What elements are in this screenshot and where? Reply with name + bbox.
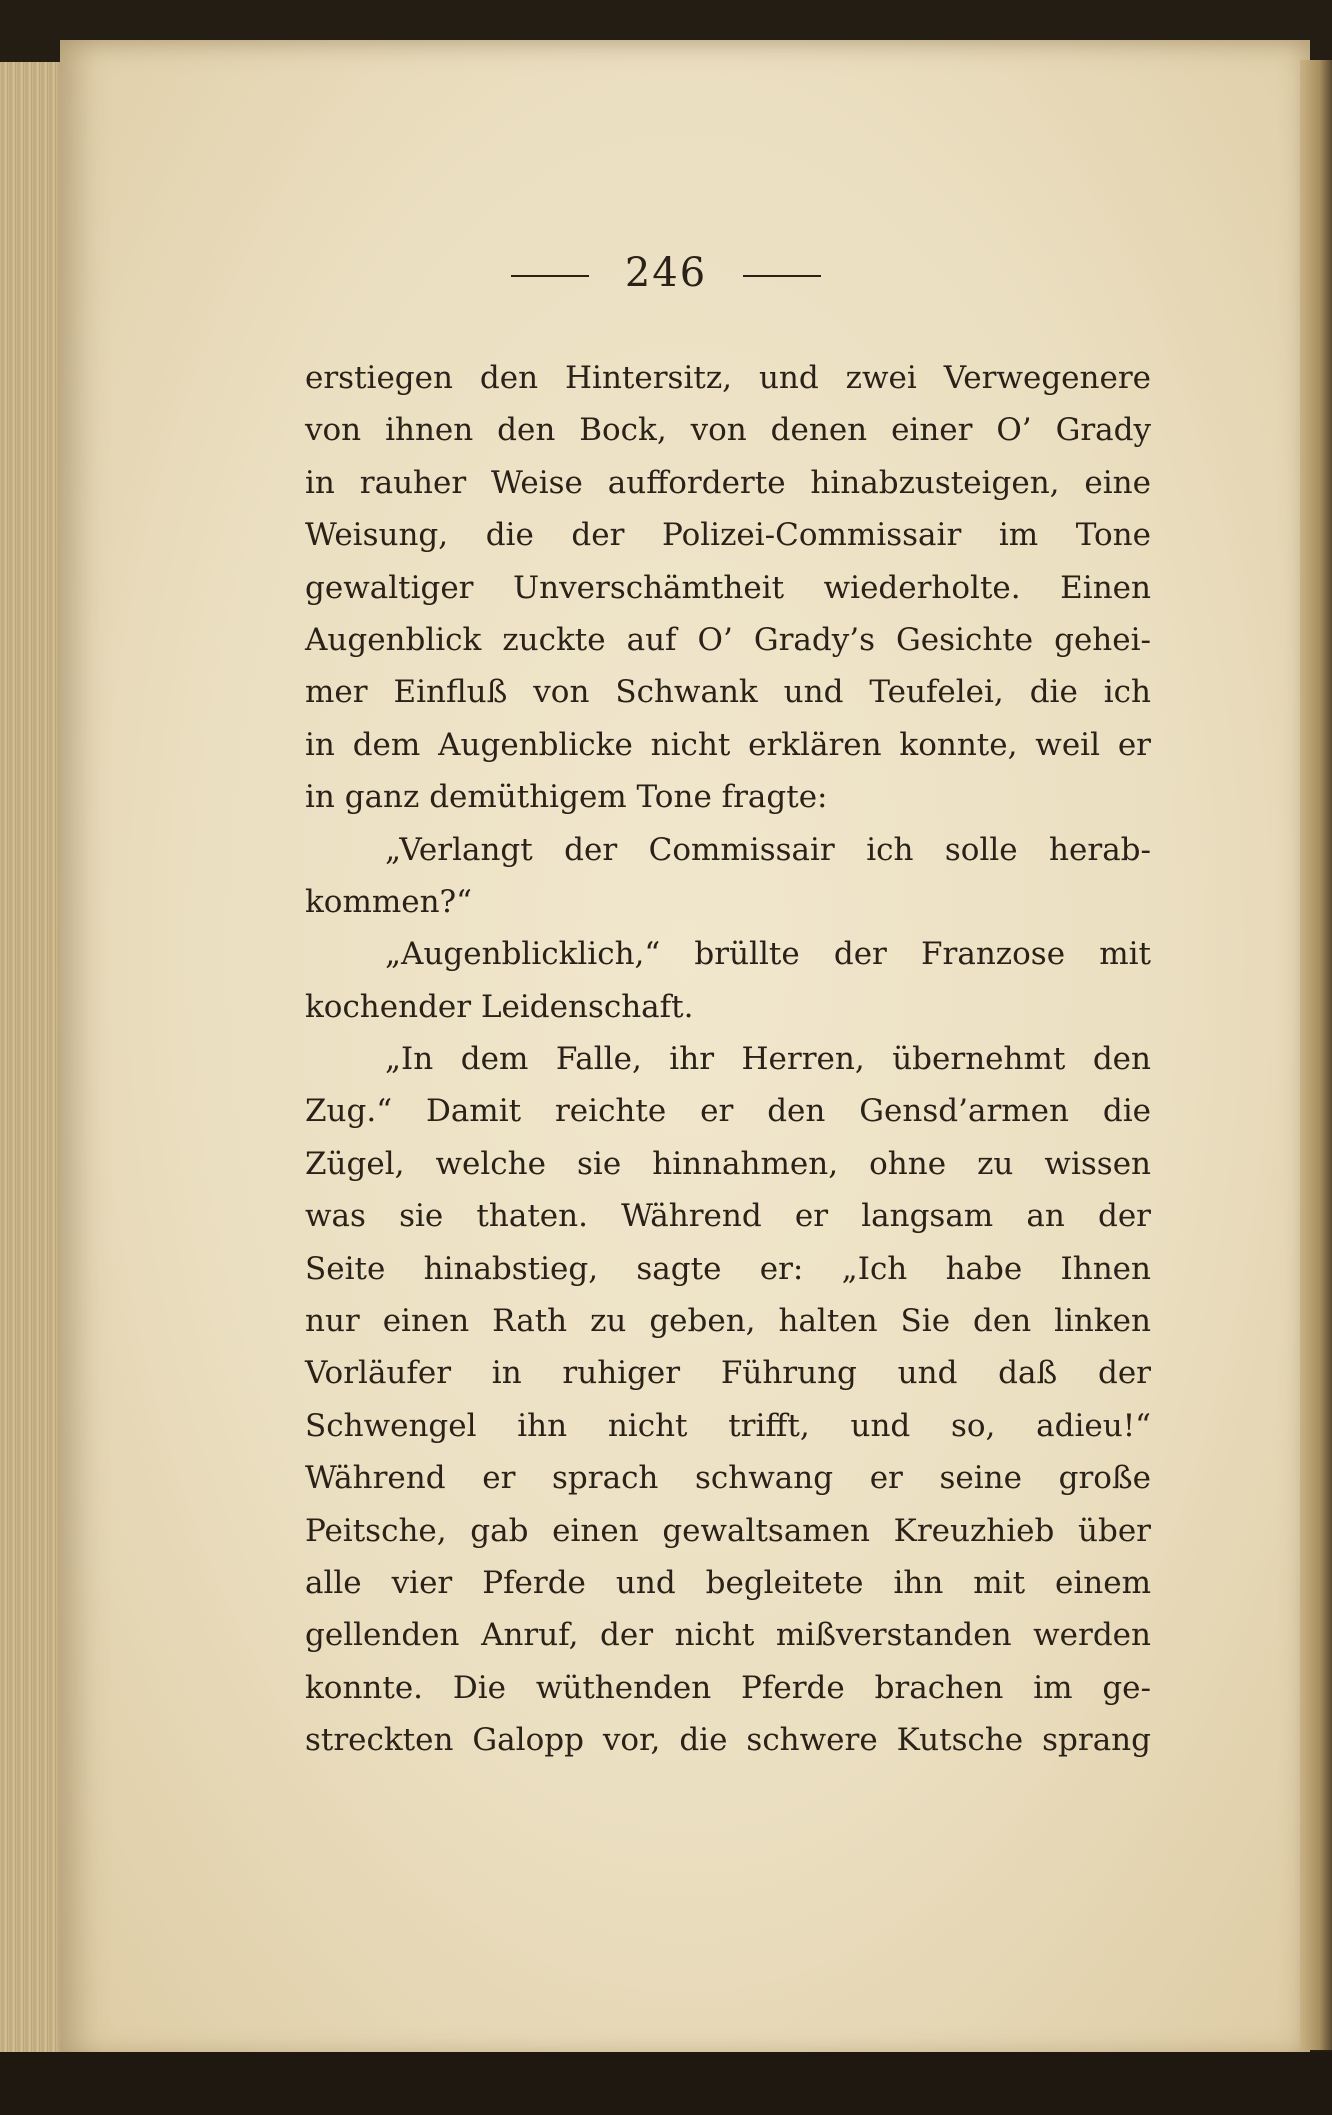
text-line: „Augenblicklich,“ brüllte der Franzose mit	[385, 936, 1151, 973]
text-line: Peitsche, gab einen gewaltsamen Kreuzhieb über	[305, 1512, 1151, 1549]
text-line: „In dem Falle, ihr Herren, übernehmt den	[385, 1041, 1151, 1078]
text-line: in dem Augenblicke nicht erklären konnte, weil er	[305, 726, 1151, 763]
text-line: gellenden Anruf, der nicht mißverstanden werden	[305, 1617, 1151, 1654]
body-text	[305, 352, 1151, 1767]
header-dash-left	[511, 275, 589, 277]
scan-background	[0, 2052, 1332, 2115]
text-line: streckten Galopp vor, die schwere Kutsche sprang	[305, 1722, 1151, 1759]
text-line: kochender Leidenschaft.	[305, 988, 694, 1025]
header-dash-right	[743, 275, 821, 277]
text-line: erstiegen den Hintersitz, und zwei Verwegenere	[305, 360, 1151, 396]
text-line: in rauher Weise aufforderte hinabzusteigen, eine	[305, 464, 1151, 501]
text-line: in ganz demüthigem Tone fragte:	[305, 779, 828, 816]
text-line: Weisung, die der Polizei-Commissair im Tone	[305, 517, 1151, 554]
text-line: konnte. Die wüthenden Pferde brachen im ge-	[305, 1669, 1151, 1706]
page-header	[0, 250, 1332, 296]
text-line: Vorläufer in ruhiger Führung und daß der	[305, 1355, 1151, 1392]
text-line: Zug.“ Damit reichte er den Gensd’armen die	[305, 1093, 1151, 1130]
text-line: von ihnen den Bock, von denen einer O’ Grady	[305, 412, 1151, 449]
text-line: nur einen Rath zu geben, halten Sie den linken	[305, 1303, 1151, 1340]
text-line: „Verlangt der Commissair ich solle herab-	[385, 831, 1151, 868]
text-line: was sie thaten. Während er langsam an der	[305, 1198, 1151, 1235]
text-line: Seite hinabstieg, sagte er: „Ich habe Ihnen	[305, 1250, 1151, 1287]
text-line: Augenblick zuckte auf O’ Grady’s Gesichte gehei-	[305, 621, 1151, 658]
text-line: kommen?“	[305, 883, 473, 920]
facing-page-edge	[1300, 60, 1332, 2050]
text-line: Zügel, welche sie hinnahmen, ohne zu wissen	[305, 1145, 1151, 1182]
text-line: gewaltiger Unverschämtheit wiederholte. Einen	[305, 569, 1151, 606]
text-line: alle vier Pferde und begleitete ihn mit einem	[305, 1564, 1151, 1601]
text-line: Während er sprach schwang er seine große	[305, 1460, 1151, 1497]
text-line: mer Einfluß von Schwank und Teufelei, die ich	[305, 674, 1151, 711]
page-number: 246	[624, 250, 708, 296]
text-line: Schwengel ihn nicht trifft, und so, adieu!“	[305, 1407, 1151, 1444]
